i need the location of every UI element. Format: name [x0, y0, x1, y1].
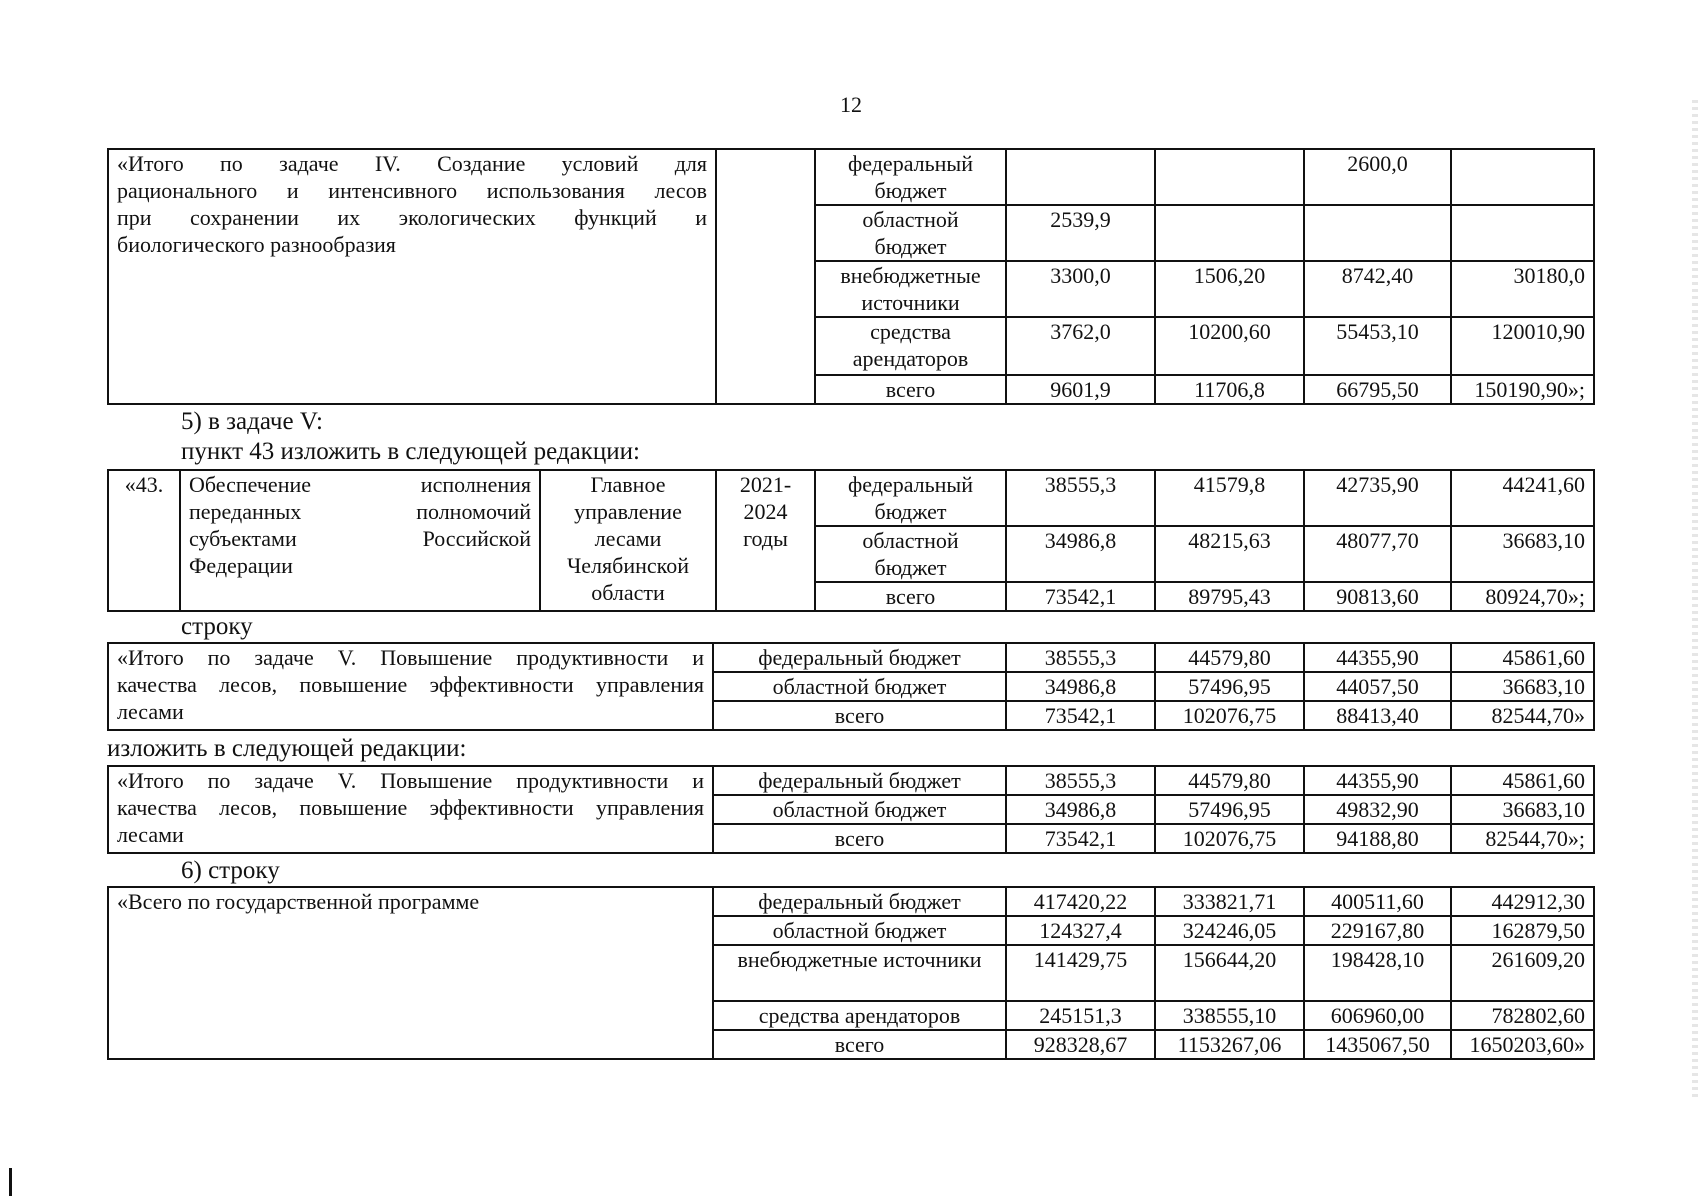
value-cell: 90813,60	[1304, 582, 1451, 611]
value-cell: 88413,40	[1304, 701, 1451, 730]
caption-item-43: пункт 43 изложить в следующей редакции:	[181, 438, 640, 465]
table-row	[108, 887, 1594, 916]
value-cell: 34986,8	[1006, 672, 1155, 701]
value-cell: 42735,90	[1304, 470, 1451, 526]
value-cell: 1650203,60»	[1451, 1030, 1594, 1059]
value-cell: 44355,90	[1304, 643, 1451, 672]
item-name-line: субъектами Российской	[189, 526, 531, 551]
value-cell: 44241,60	[1451, 470, 1594, 526]
source-label: федеральный бюджет	[815, 149, 1006, 205]
scan-margin-mark	[9, 1168, 12, 1196]
source-label: федеральный бюджет	[815, 470, 1006, 526]
value-cell: 442912,30	[1451, 887, 1594, 916]
source-label: областной бюджет	[713, 795, 1006, 824]
value-cell: 338555,10	[1155, 1001, 1304, 1030]
task-iv-title-cell	[108, 149, 716, 404]
item-name-line: переданных полномочий	[189, 499, 531, 524]
caption-line: строку	[181, 613, 253, 640]
value-cell: 198428,10	[1304, 945, 1451, 1001]
value-cell: 606960,00	[1304, 1001, 1451, 1030]
title-line: биологического разнообразия	[117, 232, 396, 257]
value-cell: 162879,50	[1451, 916, 1594, 945]
value-cell: 38555,3	[1006, 766, 1155, 795]
caption-item-6: 6) строку	[181, 857, 280, 884]
source-label: средства арендаторов	[815, 317, 1006, 375]
value-cell: 89795,43	[1155, 582, 1304, 611]
value-cell: 36683,10	[1451, 672, 1594, 701]
item-number: «43.	[108, 470, 180, 611]
source-label: областной бюджет	[815, 526, 1006, 582]
task-v-total-old-table	[107, 642, 1595, 731]
title-line: «Итого по задаче IV. Создание условий для	[117, 151, 707, 176]
value-cell: 11706,8	[1155, 375, 1304, 404]
item-name-cell	[180, 470, 540, 611]
table-row	[108, 470, 1594, 526]
value-cell: 36683,10	[1451, 526, 1594, 582]
value-cell: 48215,63	[1155, 526, 1304, 582]
item-name-line: Обеспечение исполнения	[189, 472, 531, 497]
value-cell: 261609,20	[1451, 945, 1594, 1001]
title-line: «Итого по задаче V. Повышение продуктивности и	[117, 645, 704, 670]
title-line: качества лесов, повышение эффективности управления	[117, 795, 704, 820]
source-label: областной бюджет	[815, 205, 1006, 261]
value-cell: 2600,0	[1304, 149, 1451, 205]
source-label: федеральный бюджет	[713, 766, 1006, 795]
value-cell: 49832,90	[1304, 795, 1451, 824]
source-label: областной бюджет	[713, 672, 1006, 701]
task-v-total-new-table	[107, 765, 1595, 854]
value-cell	[1006, 149, 1155, 205]
title-line: лесами	[117, 699, 184, 724]
caption-new-edition: изложить в следующей редакции:	[107, 735, 467, 762]
task-v-title-cell	[108, 643, 713, 730]
title-line: «Итого по задаче V. Повышение продуктивности и	[117, 768, 704, 793]
table-row	[108, 643, 1594, 672]
value-cell: 38555,3	[1006, 643, 1155, 672]
value-cell: 9601,9	[1006, 375, 1155, 404]
value-cell	[1451, 205, 1594, 261]
value-cell: 82544,70»;	[1451, 824, 1594, 853]
value-cell: 229167,80	[1304, 916, 1451, 945]
value-cell: 94188,80	[1304, 824, 1451, 853]
source-label: всего	[713, 701, 1006, 730]
value-cell: 44057,50	[1304, 672, 1451, 701]
scan-edge-artifact	[1692, 100, 1698, 1100]
source-label: средства арендаторов	[713, 1001, 1006, 1030]
value-cell: 3762,0	[1006, 317, 1155, 375]
task-iv-total-table	[107, 148, 1595, 405]
value-cell: 1153267,06	[1155, 1030, 1304, 1059]
executor-cell: Главное управление лесами Челябинской области	[540, 470, 716, 611]
value-cell: 55453,10	[1304, 317, 1451, 375]
value-cell: 150190,90»;	[1451, 375, 1594, 404]
source-label: федеральный бюджет	[713, 643, 1006, 672]
value-cell	[1155, 149, 1304, 205]
value-cell: 8742,40	[1304, 261, 1451, 317]
title-line: качества лесов, повышение эффективности управления	[117, 672, 704, 697]
source-label: внебюджетные источники	[815, 261, 1006, 317]
value-cell	[1304, 205, 1451, 261]
value-cell	[1451, 149, 1594, 205]
value-cell	[1155, 205, 1304, 261]
empty-cell	[716, 149, 815, 404]
value-cell: 156644,20	[1155, 945, 1304, 1001]
value-cell: 3300,0	[1006, 261, 1155, 317]
value-cell: 102076,75	[1155, 824, 1304, 853]
value-cell: 30180,0	[1451, 261, 1594, 317]
value-cell: 120010,90	[1451, 317, 1594, 375]
item-43-table	[107, 469, 1595, 612]
period-cell: 2021-2024 годы	[716, 470, 815, 611]
source-label: областной бюджет	[713, 916, 1006, 945]
value-cell: 2539,9	[1006, 205, 1155, 261]
table-row	[108, 766, 1594, 795]
value-cell: 36683,10	[1451, 795, 1594, 824]
value-cell: 38555,3	[1006, 470, 1155, 526]
value-cell: 82544,70»	[1451, 701, 1594, 730]
value-cell: 324246,05	[1155, 916, 1304, 945]
value-cell: 44355,90	[1304, 766, 1451, 795]
value-cell: 73542,1	[1006, 582, 1155, 611]
caption-task-v: 5) в задаче V:	[181, 408, 323, 435]
value-cell: 10200,60	[1155, 317, 1304, 375]
title-line: лесами	[117, 822, 184, 847]
value-cell: 782802,60	[1451, 1001, 1594, 1030]
value-cell: 417420,22	[1006, 887, 1155, 916]
source-label: всего	[815, 582, 1006, 611]
value-cell: 102076,75	[1155, 701, 1304, 730]
value-cell: 928328,67	[1006, 1030, 1155, 1059]
title-line: рационального и интенсивного использования лесов	[117, 178, 707, 203]
source-label: федеральный бюджет	[713, 887, 1006, 916]
value-cell: 57496,95	[1155, 672, 1304, 701]
source-label: всего	[713, 1030, 1006, 1059]
value-cell: 45861,60	[1451, 766, 1594, 795]
value-cell: 66795,50	[1304, 375, 1451, 404]
table-row	[108, 149, 1594, 205]
title-line: при сохранении их экологических функций и	[117, 205, 707, 230]
value-cell: 44579,80	[1155, 643, 1304, 672]
page-number: 12	[840, 92, 862, 117]
item-name-line: Федерации	[189, 553, 293, 578]
value-cell: 245151,3	[1006, 1001, 1155, 1030]
source-label: внебюджетные источники	[713, 945, 1006, 1001]
program-title-cell: «Всего по государственной программе	[108, 887, 713, 1059]
value-cell: 34986,8	[1006, 526, 1155, 582]
value-cell: 48077,70	[1304, 526, 1451, 582]
value-cell: 73542,1	[1006, 824, 1155, 853]
value-cell: 1435067,50	[1304, 1030, 1451, 1059]
task-v-title-cell	[108, 766, 713, 853]
value-cell: 333821,71	[1155, 887, 1304, 916]
source-label: всего	[713, 824, 1006, 853]
value-cell: 1506,20	[1155, 261, 1304, 317]
value-cell: 57496,95	[1155, 795, 1304, 824]
value-cell: 141429,75	[1006, 945, 1155, 1001]
value-cell: 44579,80	[1155, 766, 1304, 795]
value-cell: 41579,8	[1155, 470, 1304, 526]
value-cell: 45861,60	[1451, 643, 1594, 672]
value-cell: 34986,8	[1006, 795, 1155, 824]
program-total-table	[107, 886, 1595, 1060]
value-cell: 400511,60	[1304, 887, 1451, 916]
source-label: всего	[815, 375, 1006, 404]
value-cell: 80924,70»;	[1451, 582, 1594, 611]
value-cell: 124327,4	[1006, 916, 1155, 945]
value-cell: 73542,1	[1006, 701, 1155, 730]
